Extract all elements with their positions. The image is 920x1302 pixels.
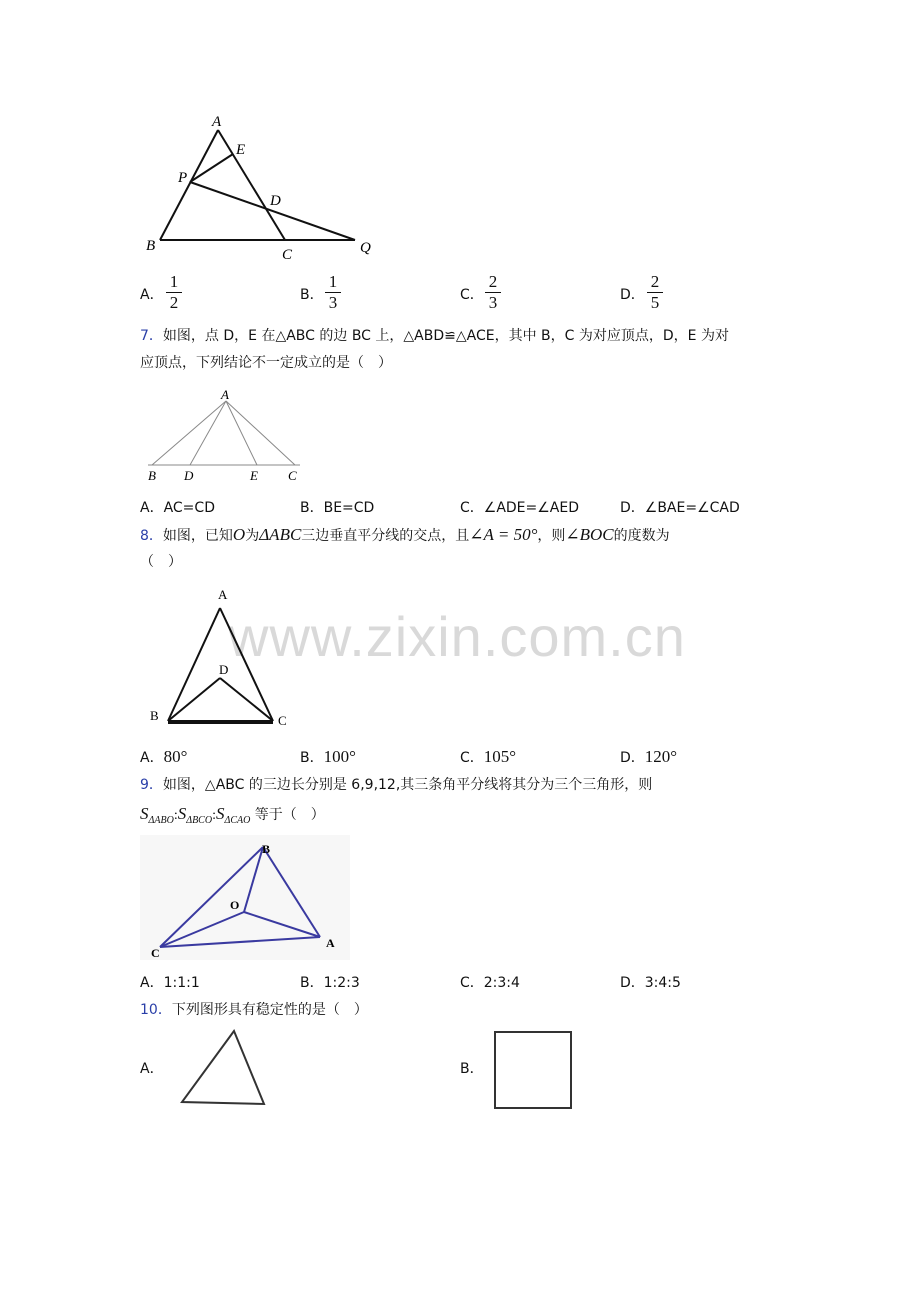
q7-text-line1: 如图，点 D，E 在△ABC 的边 BC 上，△ABD≌△ACE，其中 B，C 为对应顶点，D，E 为对: [162, 328, 729, 344]
q9-option-b[interactable]: B．1:2:3: [300, 975, 360, 991]
q8-label-b: B: [150, 708, 159, 723]
q10-number: 10．: [140, 1002, 172, 1018]
q9-option-a[interactable]: A．1:1:1: [140, 975, 200, 991]
q8-stem-line2: （ ）: [140, 554, 182, 570]
q9-stem-line1: [140, 775, 652, 795]
q9-option-c[interactable]: C．2:3:4: [460, 975, 520, 991]
q8-option-a-letter: A．: [140, 750, 164, 766]
q6-option-c-fraction: [485, 273, 501, 312]
q6-option-d-fraction: [647, 273, 663, 312]
q7-stem-line1: [140, 326, 729, 346]
q8-option-d-value: 120°: [644, 747, 678, 766]
q9-s2: S: [177, 804, 187, 823]
q9-s3: S: [215, 804, 225, 823]
q6-option-a-num: 1: [169, 272, 179, 291]
q9-label-b: B: [262, 842, 271, 856]
q8-angle-boc: ∠BOC: [565, 525, 614, 544]
q8-option-c[interactable]: [460, 747, 516, 768]
q10-option-a[interactable]: A．: [140, 1061, 164, 1077]
q6-option-a-den: 2: [169, 293, 179, 312]
q6-label-e: E: [236, 142, 246, 158]
q7-option-c[interactable]: C．∠ADE=∠AED: [460, 500, 580, 516]
q8-option-c-letter: C．: [460, 750, 484, 766]
q10-text: 下列图形具有稳定性的是（ ）: [171, 1002, 368, 1018]
q8-text-a: 如图，已知: [162, 528, 233, 544]
watermark: www.zixin.com.cn: [228, 605, 686, 668]
q7-label-a: A: [221, 387, 229, 402]
q7-label-d: D: [184, 468, 194, 483]
q8-option-a[interactable]: [140, 747, 187, 768]
q8-label-d: D: [219, 662, 229, 677]
q8-stem-line1: [140, 525, 670, 546]
q6-label-q: Q: [360, 240, 371, 256]
q8-option-a-value: 80°: [163, 747, 188, 766]
q7-stem-line2: 应顶点，下列结论不一定成立的是（ ）: [140, 355, 392, 371]
q6-option-d-den: 5: [650, 293, 660, 312]
q7-figure: [140, 385, 310, 485]
q9-number: 9．: [140, 777, 163, 793]
q8-option-d-letter: D．: [620, 750, 645, 766]
q9-text-line1: 如图，△ABC 的三边长分别是 6,9,12,其三条角平分线将其分为三个三角形，则: [162, 777, 653, 793]
q6-option-c-num: 2: [488, 272, 498, 291]
q6-label-d: D: [270, 193, 281, 209]
q10-option-b-square: [490, 1028, 576, 1112]
q6-option-d-letter[interactable]: D．: [620, 287, 645, 303]
q7-number: 7．: [140, 328, 163, 344]
q7-label-c: C: [288, 468, 297, 483]
q6-option-b-letter[interactable]: B．: [300, 287, 324, 303]
q6-option-b-fraction: [325, 273, 341, 312]
q6-option-b-den: 3: [328, 293, 338, 312]
q8-option-c-value: 105°: [483, 747, 517, 766]
q6-label-b: B: [146, 238, 156, 254]
q7-label-e: E: [250, 468, 258, 483]
q9-colon1: :: [173, 808, 178, 823]
q6-option-c-letter[interactable]: C．: [460, 287, 484, 303]
q9-label-a: A: [326, 936, 335, 950]
q9-ratio-expression: [140, 804, 325, 831]
q6-option-a-letter[interactable]: A．: [140, 287, 164, 303]
q8-option-b-value: 100°: [323, 747, 356, 766]
q8-text-d: ，则: [537, 528, 566, 544]
q9-sub2: ΔBCO: [186, 814, 213, 826]
q8-label-c: C: [278, 713, 287, 728]
q8-option-d[interactable]: [620, 747, 677, 768]
q7-label-b: B: [148, 468, 156, 483]
q9-sub3: ΔCAO: [224, 814, 251, 826]
q6-option-a-fraction: [166, 273, 182, 312]
q6-label-c: C: [282, 247, 293, 263]
q8-text-e: 的度数为: [613, 528, 670, 544]
q6-label-p: P: [178, 170, 188, 186]
q9-figure: [140, 835, 350, 960]
q8-figure: [140, 583, 300, 733]
q7-option-d[interactable]: D．∠BAE=∠CAD: [620, 500, 740, 516]
q8-number: 8．: [140, 528, 163, 544]
q10-option-a-triangle: [178, 1025, 270, 1110]
q9-sub1: ΔABO: [148, 814, 174, 826]
q6-figure: [140, 110, 390, 265]
q9-label-o: O: [230, 898, 240, 912]
q10-stem: [140, 1000, 368, 1020]
q8-triangle: ΔABC: [259, 525, 302, 544]
q8-angle-a: ∠A = 50°: [469, 525, 538, 544]
q8-text-b: 为: [245, 528, 260, 544]
q10-option-b[interactable]: B．: [460, 1061, 484, 1077]
q6-option-d-num: 2: [650, 272, 660, 291]
q9-suffix: 等于（ ）: [250, 807, 325, 823]
q9-s1: S: [140, 804, 149, 823]
q8-label-a: A: [218, 587, 228, 602]
q8-var-o: O: [232, 525, 246, 544]
q7-option-b[interactable]: B．BE=CD: [300, 500, 375, 516]
q6-option-c-den: 3: [488, 293, 498, 312]
q9-option-d[interactable]: D．3:4:5: [620, 975, 681, 991]
q8-option-b-letter: B．: [300, 750, 324, 766]
q9-label-c: C: [151, 946, 160, 960]
q8-option-b[interactable]: [300, 747, 356, 768]
q8-text-c: 三边垂直平分线的交点，且: [301, 528, 470, 544]
q6-option-b-num: 1: [328, 272, 338, 291]
q9-colon2: :: [212, 808, 216, 823]
q7-option-a[interactable]: A．AC=CD: [140, 500, 215, 516]
q6-label-a: A: [212, 114, 222, 130]
